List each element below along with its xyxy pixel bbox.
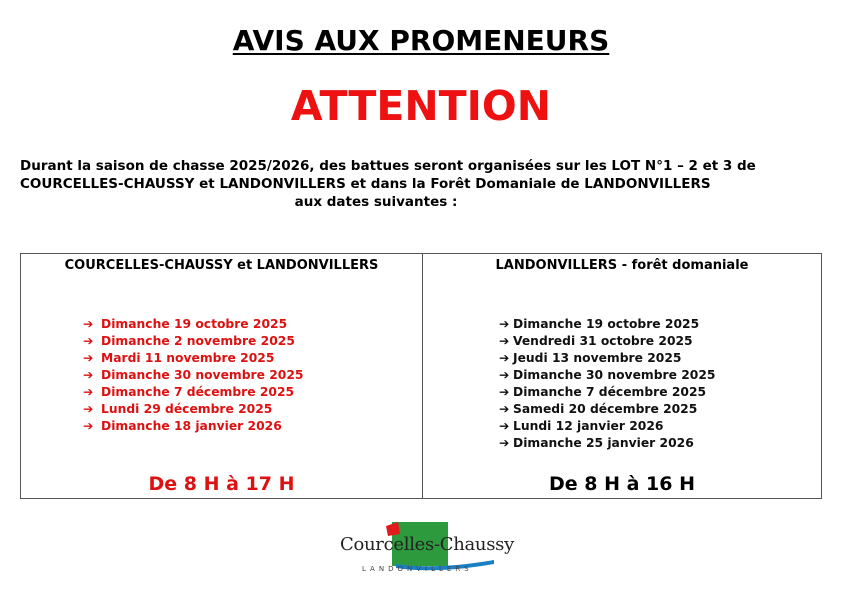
arrow-right-icon: ➔	[499, 419, 510, 433]
hours-label: De 8 H à 16 H	[548, 473, 696, 495]
arrow-right-icon: ➔	[499, 317, 510, 331]
intro-line: aux dates suivantes :	[294, 194, 458, 210]
arrow-right-icon: ➔	[83, 317, 94, 331]
date-item	[499, 435, 715, 452]
notice-title: AVIS AUX PROMENEURS	[232, 24, 610, 57]
hours-label: De 8 H à 17 H	[148, 473, 295, 495]
date-item	[83, 401, 303, 418]
date-text: Mardi 11 novembre 2025	[101, 351, 275, 365]
date-item	[83, 418, 303, 435]
arrow-right-icon: ➔	[499, 385, 510, 399]
date-text: Dimanche 7 décembre 2025	[101, 385, 295, 399]
date-text: Vendredi 31 octobre 2025	[513, 334, 693, 348]
date-item	[499, 350, 715, 367]
date-text: Dimanche 2 novembre 2025	[101, 334, 295, 348]
date-item	[499, 384, 715, 401]
date-text: Dimanche 19 octobre 2025	[513, 317, 700, 331]
arrow-right-icon: ➔	[83, 419, 94, 433]
date-item	[83, 316, 303, 333]
logo	[336, 520, 514, 580]
intro-line: COURCELLES-CHAUSSY et LANDONVILLERS et dans la Forêt Domaniale de LANDONVILLERS	[20, 176, 711, 192]
date-item	[499, 418, 715, 435]
date-text: Dimanche 25 janvier 2026	[513, 436, 694, 450]
arrow-right-icon: ➔	[499, 351, 510, 365]
attention-heading: ATTENTION	[290, 82, 552, 130]
column-header: LANDONVILLERS - forêt domaniale	[495, 258, 749, 273]
column-landonvillers	[422, 254, 821, 498]
date-text: Samedi 20 décembre 2025	[513, 402, 698, 416]
date-text: Dimanche 30 novembre 2025	[513, 368, 716, 382]
column-header: COURCELLES-CHAUSSY et LANDONVILLERS	[64, 258, 379, 273]
logo-name: Courcelles-Chaussy	[340, 534, 514, 555]
date-item	[83, 367, 303, 384]
date-item	[499, 401, 715, 418]
logo-subtitle: LANDONVILLERS	[362, 565, 473, 573]
date-text: Dimanche 19 octobre 2025	[101, 317, 288, 331]
date-item	[499, 367, 715, 384]
date-text: Dimanche 30 novembre 2025	[101, 368, 304, 382]
date-text: Jeudi 13 novembre 2025	[513, 351, 682, 365]
date-text: Lundi 12 janvier 2026	[513, 419, 664, 433]
date-list	[83, 316, 303, 435]
arrow-right-icon: ➔	[83, 385, 94, 399]
arrow-right-icon: ➔	[83, 402, 94, 416]
arrow-right-icon: ➔	[499, 368, 510, 382]
intro-line: Durant la saison de chasse 2025/2026, des battues seront organisées sur les LOT N°1 – 2 et 3 de	[20, 158, 756, 174]
date-item	[499, 333, 715, 350]
intro-text	[20, 157, 820, 211]
date-item	[83, 333, 303, 350]
date-text: Dimanche 7 décembre 2025	[513, 385, 707, 399]
date-item	[499, 316, 715, 333]
column-courcelles	[21, 254, 422, 498]
date-list	[499, 316, 715, 452]
arrow-right-icon: ➔	[499, 436, 510, 450]
dates-table	[20, 253, 822, 499]
arrow-right-icon: ➔	[83, 334, 94, 348]
arrow-right-icon: ➔	[499, 334, 510, 348]
date-text: Lundi 29 décembre 2025	[101, 402, 273, 416]
date-item	[83, 384, 303, 401]
date-text: Dimanche 18 janvier 2026	[101, 419, 282, 433]
arrow-right-icon: ➔	[499, 402, 510, 416]
date-item	[83, 350, 303, 367]
arrow-right-icon: ➔	[83, 368, 94, 382]
arrow-right-icon: ➔	[83, 351, 94, 365]
